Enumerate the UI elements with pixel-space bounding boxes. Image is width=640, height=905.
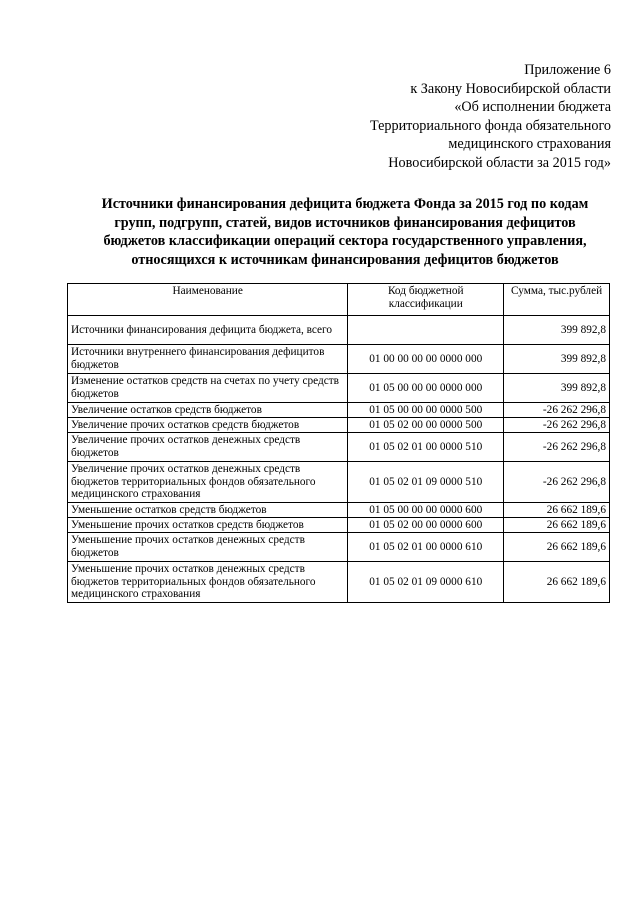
appendix-line: медицинского страхования: [448, 136, 611, 152]
row-sum: -26 262 296,8: [504, 418, 610, 433]
row-code: 01 05 02 01 09 0000 510: [348, 462, 504, 503]
table-row: [68, 374, 610, 403]
appendix-line: к Закону Новосибирской области: [410, 80, 611, 97]
appendix-line: Приложение 6: [524, 62, 611, 78]
row-name: Увеличение прочих остатков денежных средств бюджетов: [68, 433, 348, 462]
document-title: [70, 195, 620, 269]
table-row: [68, 418, 610, 433]
row-code: 01 05 02 00 00 0000 500: [348, 418, 504, 433]
title-line: относящихся к источникам финансирования дефицитов бюджетов: [131, 251, 559, 268]
table-row: [68, 503, 610, 518]
row-sum: -26 262 296,8: [504, 403, 610, 418]
title-line: Источники финансирования дефицита бюджета Фонда за 2015 год по кодам: [101, 196, 589, 212]
row-name: Увеличение остатков средств бюджетов: [68, 403, 348, 418]
row-code: 01 05 02 01 09 0000 610: [348, 562, 504, 603]
row-code: 01 00 00 00 00 0000 000: [348, 345, 504, 374]
row-name: Увеличение прочих остатков денежных средств бюджетов территориальных фондов обязательного медицинского страхования: [68, 462, 348, 503]
table-row: [68, 433, 610, 462]
table-row: [68, 345, 610, 374]
financing-sources-table: [67, 283, 610, 603]
row-code: 01 05 00 00 00 0000 600: [348, 503, 504, 518]
row-name: Источники финансирования дефицита бюджета, всего: [68, 316, 348, 345]
row-sum: 399 892,8: [504, 345, 610, 374]
row-sum: 26 662 189,6: [504, 503, 610, 518]
row-name: Источники внутреннего финансирования дефицитов бюджетов: [68, 345, 348, 374]
appendix-line: Территориального фонда обязательного: [369, 117, 611, 134]
row-code: 01 05 02 01 00 0000 610: [348, 533, 504, 562]
row-sum: 26 662 189,6: [504, 533, 610, 562]
row-name: Увеличение прочих остатков средств бюджетов: [68, 418, 348, 433]
row-name: Изменение остатков средств на счетах по учету средств бюджетов: [68, 374, 348, 403]
table-row: [68, 316, 610, 345]
table-row: [68, 403, 610, 418]
row-sum: -26 262 296,8: [504, 433, 610, 462]
row-code: [348, 316, 504, 345]
row-code: 01 05 00 00 00 0000 000: [348, 374, 504, 403]
header-name: Наименование: [68, 284, 348, 316]
title-line: групп, подгрупп, статей, видов источников финансирования дефицитов: [114, 214, 576, 231]
table-header-row: [68, 284, 610, 316]
row-code: 01 05 02 00 00 0000 600: [348, 518, 504, 533]
row-code: 01 05 02 01 00 0000 510: [348, 433, 504, 462]
table-row: [68, 562, 610, 603]
table-row: [68, 518, 610, 533]
title-line: бюджетов классификации операций сектора государственного управления,: [103, 233, 587, 250]
row-name: Уменьшение прочих остатков денежных средств бюджетов территориальных фондов обязательного медицинского страхования: [68, 562, 348, 603]
row-name: Уменьшение остатков средств бюджетов: [68, 503, 348, 518]
appendix-block: [370, 61, 611, 172]
row-sum: -26 262 296,8: [504, 462, 610, 503]
table-row: [68, 462, 610, 503]
table-row: [68, 533, 610, 562]
row-sum: 26 662 189,6: [504, 518, 610, 533]
row-code: 01 05 00 00 00 0000 500: [348, 403, 504, 418]
appendix-line: «Об исполнении бюджета: [454, 99, 611, 115]
row-name: Уменьшение прочих остатков денежных средств бюджетов: [68, 533, 348, 562]
header-code: Код бюджетной классификации: [348, 284, 504, 316]
header-sum: Сумма, тыс.рублей: [504, 284, 610, 316]
row-sum: 399 892,8: [504, 316, 610, 345]
appendix-line: Новосибирской области за 2015 год»: [388, 154, 611, 171]
row-name: Уменьшение прочих остатков средств бюджетов: [68, 518, 348, 533]
row-sum: 399 892,8: [504, 374, 610, 403]
row-sum: 26 662 189,6: [504, 562, 610, 603]
